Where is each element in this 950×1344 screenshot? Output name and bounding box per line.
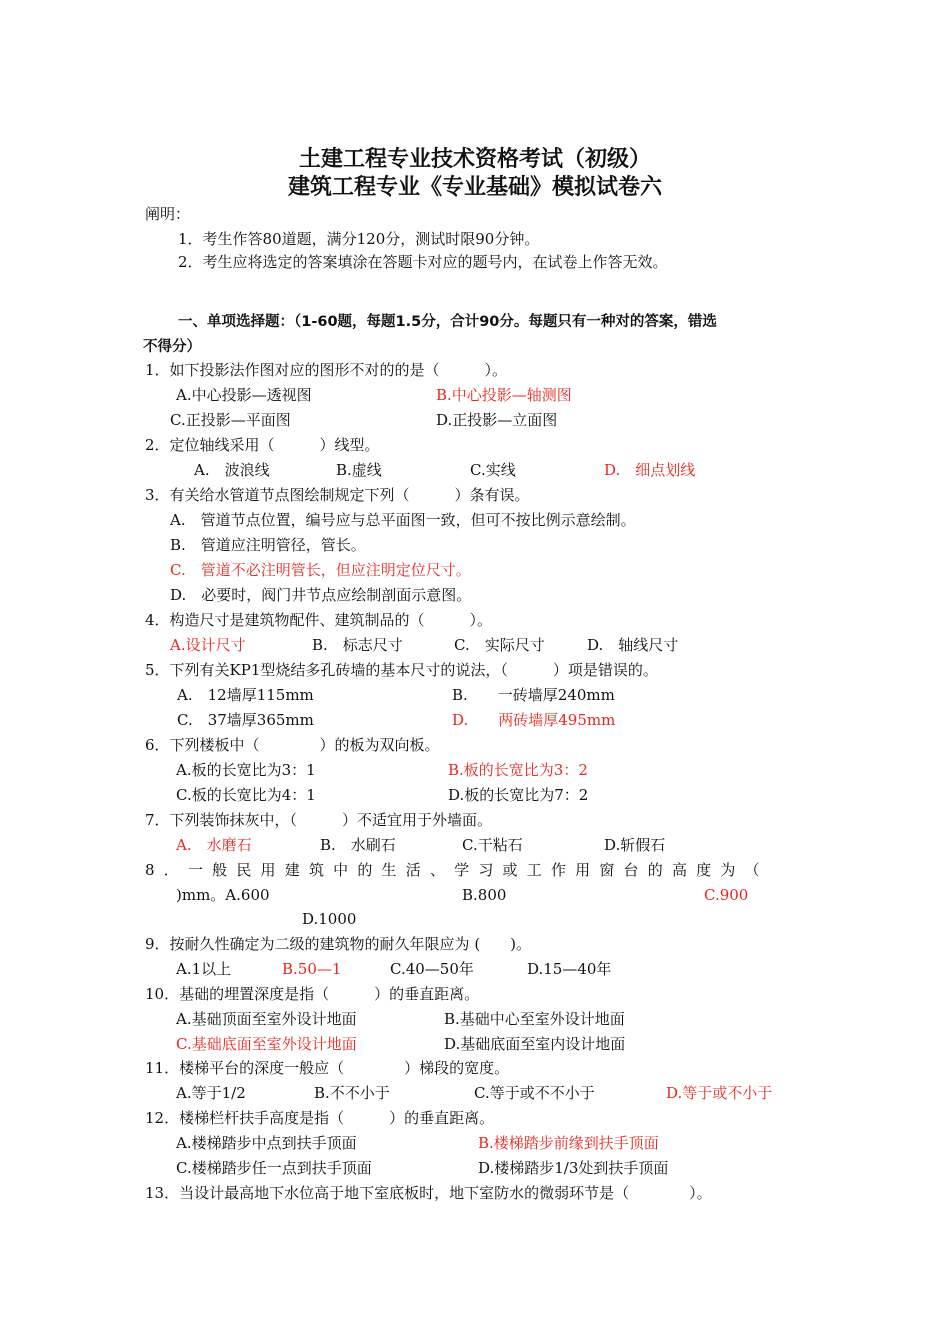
question-stem: 7．下列装饰抹灰中，（ ）不适宜用于外墙面。 (145, 811, 493, 829)
exam-title: 土建工程专业技术资格考试（初级） (298, 147, 651, 172)
option: C.等于或不不小于 (474, 1084, 595, 1102)
option: D.正投影—立面图 (436, 411, 558, 429)
option-answer: A. 水磨石 (176, 836, 252, 854)
question-stem: 12．楼梯栏杆扶手高度是指（ ）的垂直距离。 (145, 1109, 495, 1127)
question-stem: 1．如下投影法作图对应的图形不对的的是（ ）。 (145, 361, 508, 379)
section-heading: 一、单项选择题：（1-60题，每题1.5分，合计90分。每题只有一种对的答案，错选 (178, 314, 717, 330)
option-answer: D. 细点划线 (604, 461, 696, 479)
option: D. 轴线尺寸 (587, 636, 679, 654)
option: B.基础中心至室外设计地面 (444, 1010, 625, 1028)
option-answer: C.900 (704, 886, 749, 904)
question-stem: 10．基础的埋置深度是指（ ）的垂直距离。 (145, 985, 480, 1003)
option-answer: B.中心投影—轴测图 (436, 386, 572, 404)
question-stem-cont: )mm。A.600 (176, 886, 270, 904)
question-stem: 3．有关给水管道节点图绘制规定下列（ ）条有误。 (145, 486, 530, 504)
option-answer: B.楼梯踏步前缘到扶手顶面 (478, 1134, 659, 1152)
question-stem: 2．定位轴线采用（ ）线型。 (145, 436, 380, 454)
option: C. 37墙厚365mm (177, 711, 314, 729)
option-answer: B.50—1 (282, 960, 342, 978)
question-stem: 5．下列有关KP1型烧结多孔砖墙的基本尺寸的说法，（ ）项是错误的。 (145, 661, 658, 679)
question-stem: 6．下列楼板中（ ）的板为双向板。 (145, 736, 440, 754)
option: D.楼梯踏步1/3处到扶手顶面 (478, 1159, 669, 1177)
option: D.板的长宽比为7：2 (448, 786, 589, 804)
question-stem: 9．按耐久性确定为二级的建筑物的耐久年限应为 ( )。 (145, 935, 532, 953)
option: B. 标志尺寸 (312, 636, 403, 654)
instruction-item: 2．考生应将选定的答案填涂在答题卡对应的题号内，在试卷上作答无效。 (178, 253, 668, 271)
option: C.楼梯踏步任一点到扶手顶面 (176, 1159, 372, 1177)
option: D.15—40年 (527, 960, 612, 978)
option: A.楼梯踏步中点到扶手顶面 (176, 1134, 357, 1152)
option: B.虚线 (336, 461, 382, 479)
option: A. 12墙厚115mm (177, 686, 314, 704)
option: A.中心投影—透视图 (176, 386, 312, 404)
exam-subtitle: 建筑工程专业《专业基础》模拟试卷六 (287, 175, 662, 200)
option: D.1000 (302, 910, 357, 928)
option: B. 一砖墙厚240mm (452, 686, 615, 704)
instructions-label: 阐明： (145, 205, 191, 223)
instruction-item: 1．考生作答80道题，满分120分，测试时限90分钟。 (178, 230, 540, 248)
option-answer: C.基础底面至室外设计地面 (176, 1035, 357, 1053)
option: A. 波浪线 (194, 461, 270, 479)
option: A.板的长宽比为3：1 (176, 761, 316, 779)
option: C. 实际尺寸 (454, 636, 545, 654)
option-answer: D. 两砖墙厚495mm (452, 711, 616, 729)
question-stem: 4．构造尺寸是建筑物配件、建筑制品的（ ）。 (145, 611, 493, 629)
question-stem: 8．一般民用建筑中的生活、学习或工作用窗台的高度为（ (145, 861, 769, 879)
option: C.40—50年 (390, 960, 474, 978)
option: C.干粘石 (462, 836, 523, 854)
option: D.斩假石 (604, 836, 666, 854)
option: A.基础顶面至室外设计地面 (176, 1010, 357, 1028)
option-answer: C. 管道不必注明管长，但应注明定位尺寸。 (170, 561, 471, 579)
option: B. 管道应注明管径，管长。 (170, 536, 366, 554)
option: B.不不小于 (314, 1084, 390, 1102)
question-stem: 11．楼梯平台的深度一般应（ ）梯段的宽度。 (145, 1059, 510, 1077)
option-answer: D.等于或不小于 (666, 1084, 773, 1102)
option: B. 水刷石 (320, 836, 396, 854)
option: B.800 (462, 886, 507, 904)
option-answer: A.设计尺寸 (170, 636, 246, 654)
option: A.等于1/2 (176, 1084, 246, 1102)
option: C.板的长宽比为4：1 (176, 786, 316, 804)
option: A.1以上 (176, 960, 232, 978)
question-stem: 13．当设计最高地下水位高于地下室底板时，地下室防水的微弱环节是（ ）。 (145, 1184, 712, 1202)
option: D.基础底面至室内设计地面 (444, 1035, 626, 1053)
section-heading-cont: 不得分） (143, 339, 201, 355)
option-answer: B.板的长宽比为3：2 (448, 761, 588, 779)
option: C.正投影—平面图 (170, 411, 291, 429)
option: D. 必要时，阀门井节点应绘制剖面示意图。 (170, 586, 472, 604)
option: A. 管道节点位置，编号应与总平面图一致，但可不按比例示意绘制。 (170, 511, 636, 529)
option: C.实线 (470, 461, 516, 479)
